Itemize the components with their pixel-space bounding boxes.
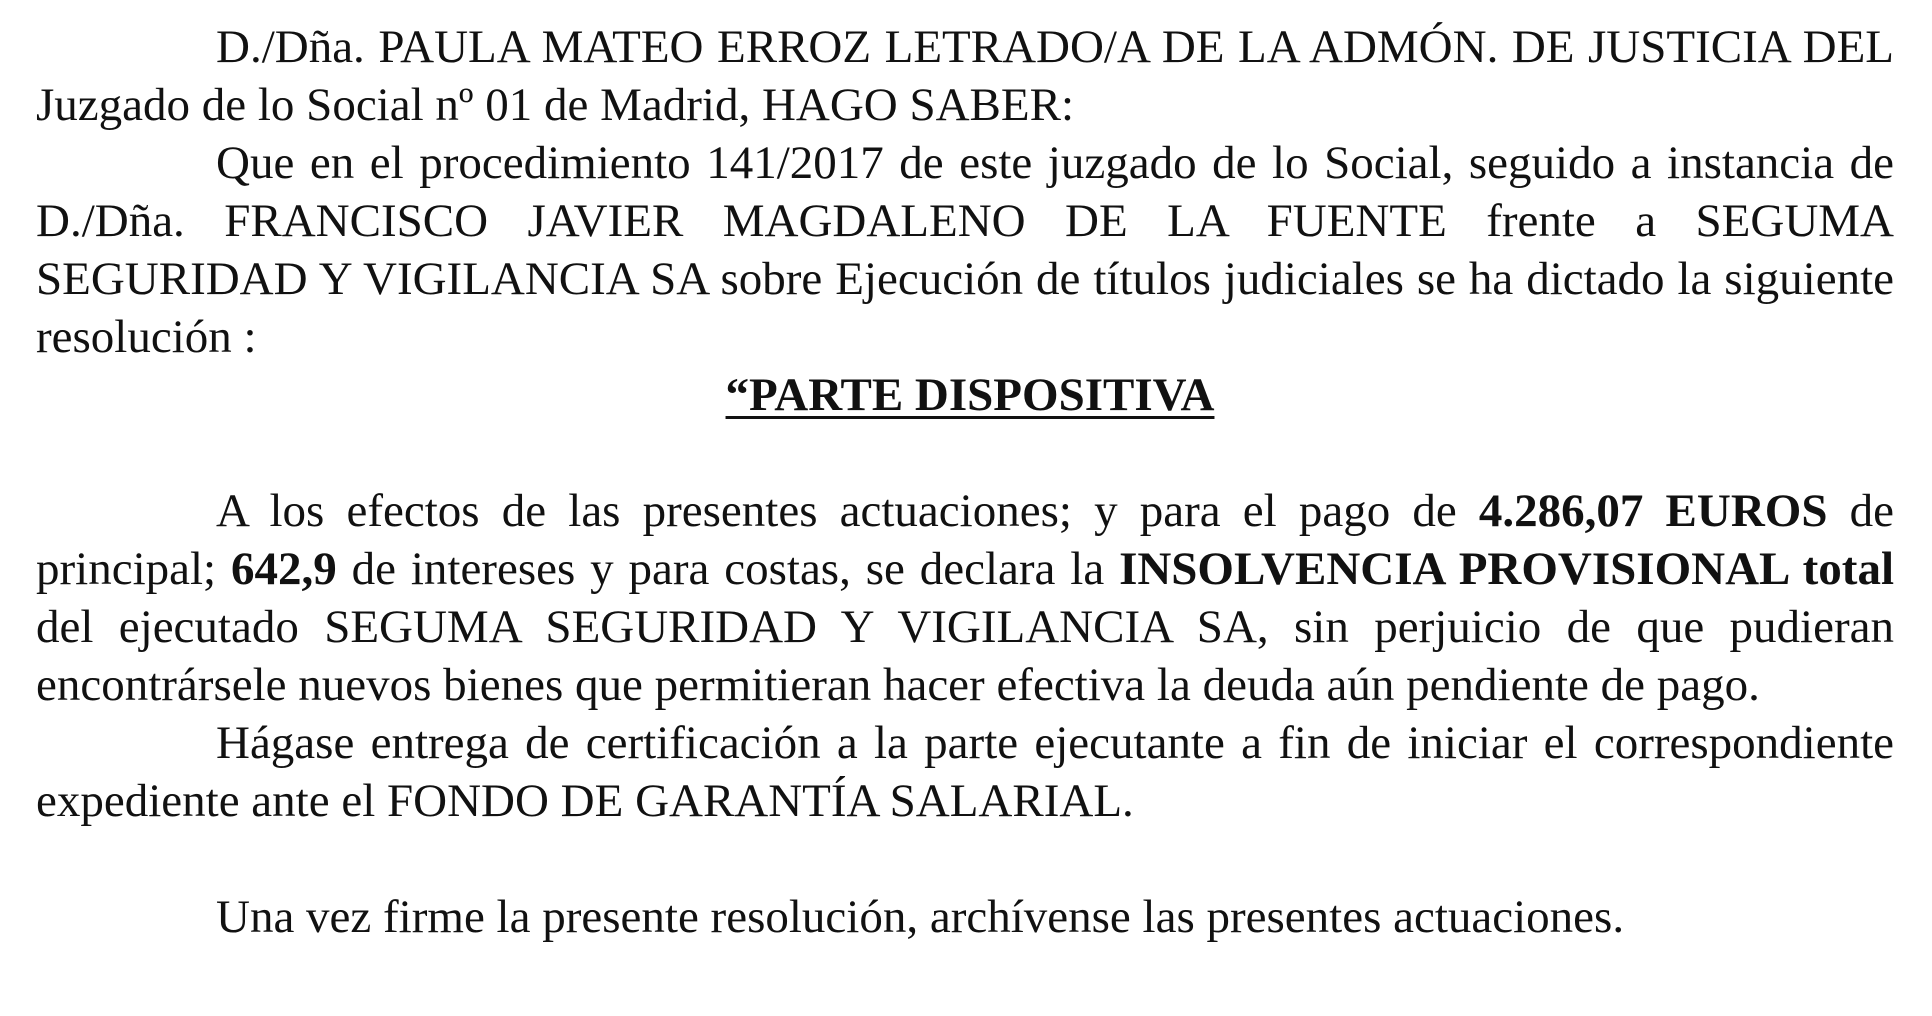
archive-text: Una vez firme la presente resolución, archívense las presentes actuaciones. — [216, 891, 1625, 943]
text-segment: A los efectos de las presentes actuaciones; y para el pago de — [216, 485, 1479, 537]
text-segment: de principal; — [36, 485, 1894, 595]
text-segment: del ejecutado SEGUMA SEGURIDAD Y VIGILANCIA SA, sin perjuicio de que pudieran encontrársele nuevos bienes que permitieran hacer efectiva la deuda aún pendiente de pago. — [36, 601, 1894, 711]
principal-amount: 4.286,07 EUROS — [1478, 485, 1828, 537]
dispositiva-paragraph-3 — [36, 888, 1894, 946]
spacer — [36, 424, 1894, 482]
header-paragraph — [36, 18, 1894, 134]
spacer — [36, 830, 1894, 888]
text-segment: de intereses y para costas, se declara la — [336, 543, 1120, 595]
certification-text: Hágase entrega de certificación a la parte ejecutante a fin de iniciar el correspondiente expediente ante el FONDO DE GARANTÍA SALARIAL. — [36, 717, 1894, 827]
insolvency-declaration: INSOLVENCIA PROVISIONAL total — [1119, 543, 1895, 595]
dispositiva-paragraph-1 — [36, 482, 1894, 714]
intro-paragraph — [36, 134, 1894, 366]
dispositiva-paragraph-2 — [36, 714, 1894, 830]
section-heading: “PARTE DISPOSITIVA — [725, 369, 1215, 421]
document-body — [36, 18, 1894, 946]
intro-text: Que en el procedimiento 141/2017 de este juzgado de lo Social, seguido a instancia de D./Dña. FRANCISCO JAVIER MAGDALENO DE LA FUENTE frente a SEGUMA SEGURIDAD Y VIGILANCIA SA sobre Ejecución de títulos judiciales se ha dictado la siguiente resolución : — [36, 137, 1894, 363]
header-text: D./Dña. PAULA MATEO ERROZ LETRADO/A DE LA ADMÓN. DE JUSTICIA DEL Juzgado de lo Social nº 01 de Madrid, HAGO SABER: — [36, 21, 1894, 131]
interest-amount: 642,9 — [230, 543, 337, 595]
